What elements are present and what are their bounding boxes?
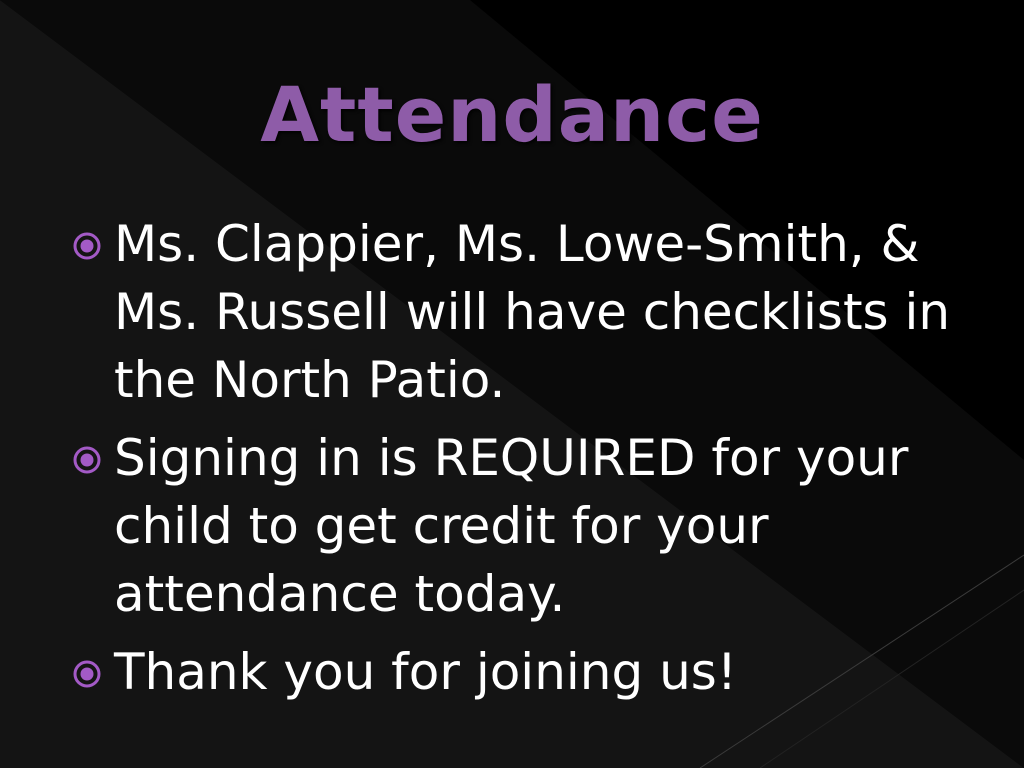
circle-dot-icon: [72, 231, 102, 261]
bullet-item: [72, 638, 972, 706]
bullet-item: [72, 424, 972, 628]
slide-title: Attendance: [260, 70, 764, 159]
bullet-text: Thank you for joining us!: [114, 643, 737, 701]
bullet-text: Ms. Clappier, Ms. Lowe-Smith, & Ms. Russell will have checklists in the North Patio.: [114, 215, 951, 409]
bullet-item: [72, 210, 972, 414]
bullet-list: [72, 210, 972, 716]
circle-dot-icon: [72, 659, 102, 689]
bullet-text: Signing in is REQUIRED for your child to get credit for your attendance today.: [114, 429, 909, 623]
circle-dot-icon: [72, 445, 102, 475]
